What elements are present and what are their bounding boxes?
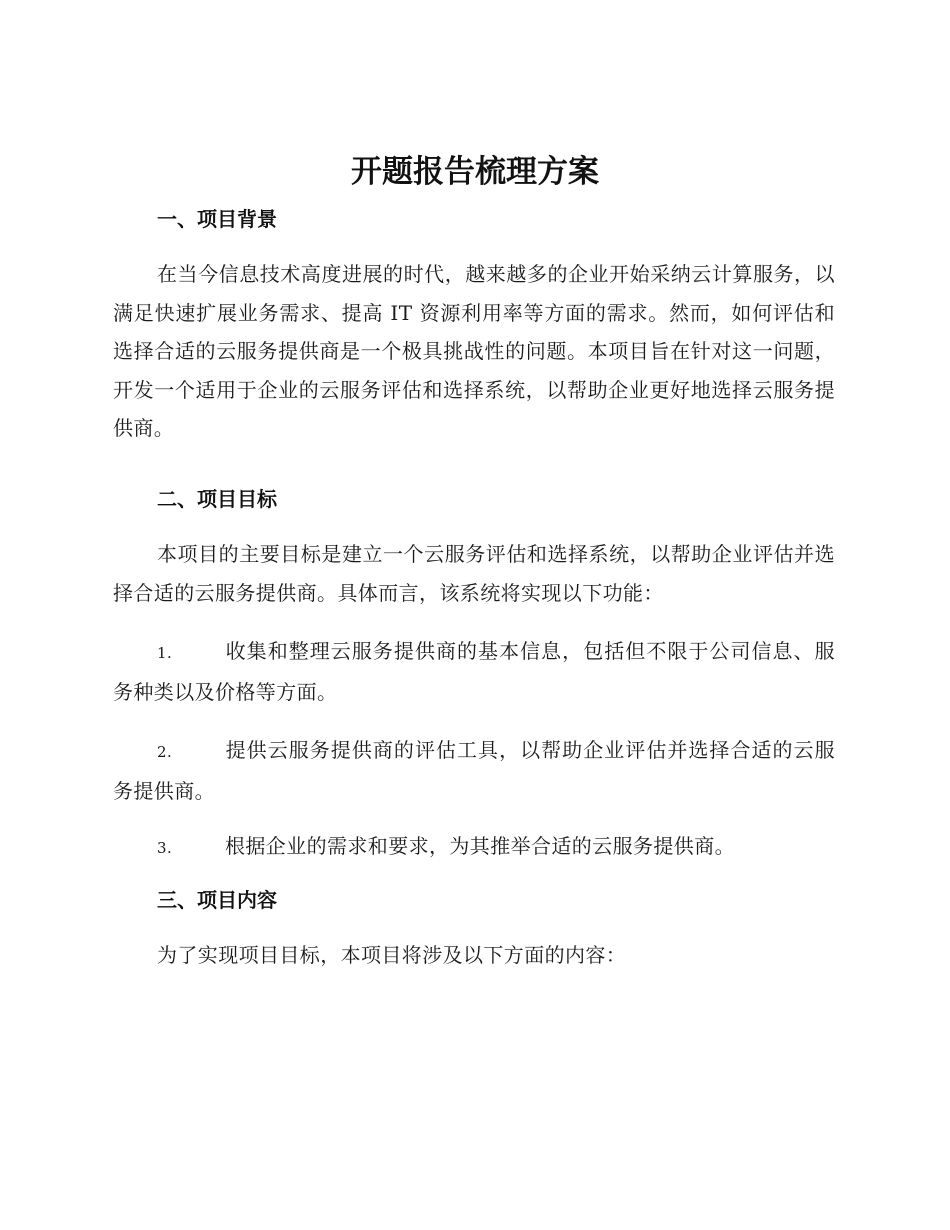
goal-list-item-3: [113, 827, 835, 868]
list-item-text: 根据企业的需求和要求，为其推举合适的云服务提供商。: [225, 834, 735, 858]
background-paragraph: 在当今信息技术高度进展的时代，越来越多的企业开始采纳云计算服务，以满足快速扩展业务需求、提高 IT 资源利用率等方面的需求。然而，如何评估和选择合适的云服务提供商是一个极具挑战性的问题。本项目旨在针对这一问题，开发一个适用于企业的云服务评估和选择系统，以帮助企业更好地选择云服务提供商。: [113, 262, 835, 440]
content-paragraph: 为了实现项目目标，本项目将涉及以下方面的内容：: [157, 943, 627, 967]
list-item-text: 提供云服务提供商的评估工具，以帮助企业评估并选择合适的云服务提供商。: [113, 738, 835, 803]
section-heading-background: 一、项目背景: [157, 207, 277, 231]
goal-list-item-1: [113, 632, 835, 711]
goals-paragraph: 本项目的主要目标是建立一个云服务评估和选择系统，以帮助企业评估并选择合适的云服务提供商。具体而言，该系统将实现以下功能：: [113, 542, 835, 605]
list-item-text: 收集和整理云服务提供商的基本信息，包括但不限于公司信息、服务种类以及价格等方面。: [113, 639, 835, 704]
goal-list-item-2: [113, 731, 835, 810]
section-heading-content: 三、项目内容: [157, 888, 277, 912]
list-number: 1.: [157, 644, 173, 662]
document-title: 开题报告梳理方案: [351, 154, 599, 190]
section-heading-goals: 二、项目目标: [157, 487, 277, 511]
list-number: 3.: [157, 839, 173, 857]
list-number: 2.: [157, 743, 173, 761]
